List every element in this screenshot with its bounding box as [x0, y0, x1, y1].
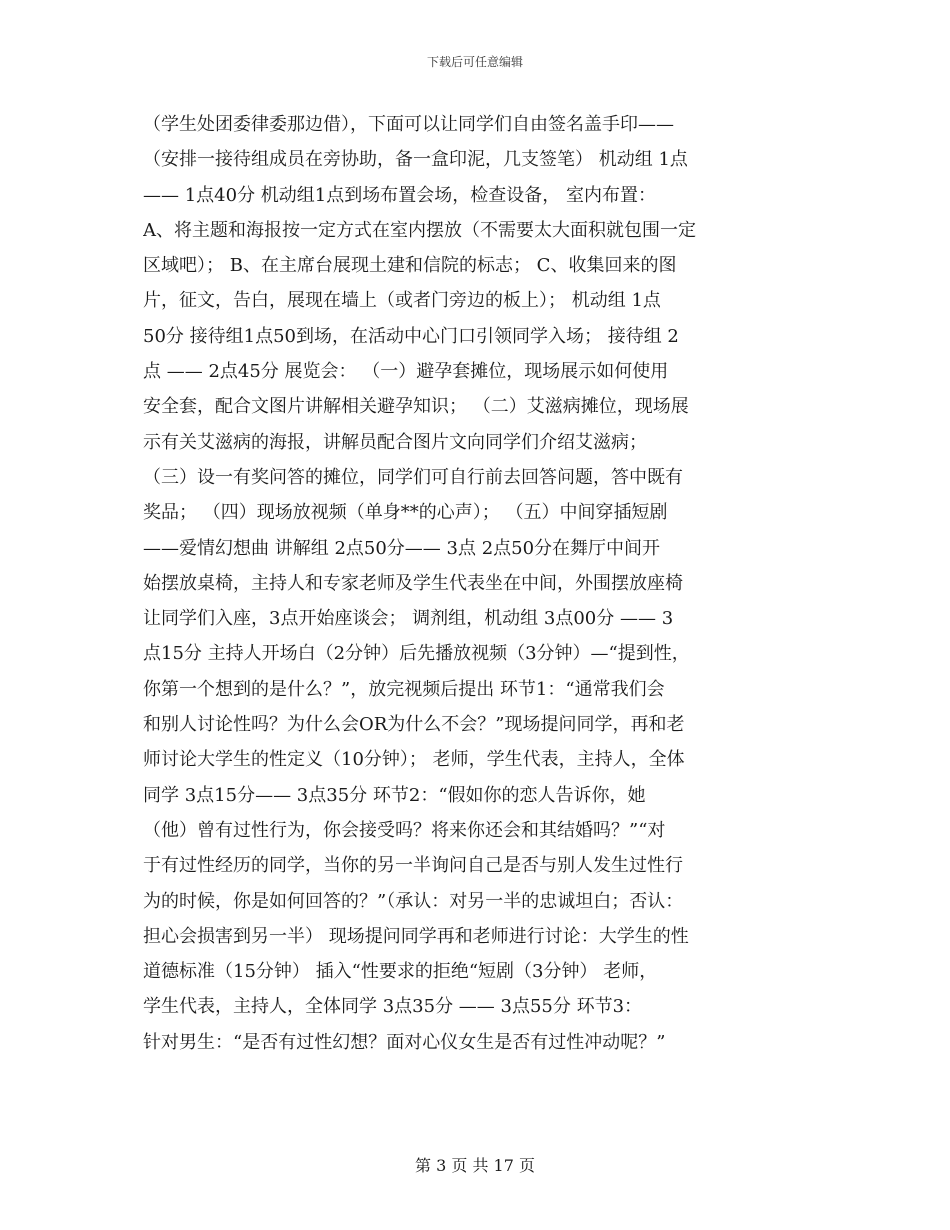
text-line: 和别人讨论性吗？为什么会OR为什么不会？”现场提问同学，再和老 — [143, 714, 685, 736]
text-line: 点15分 主持人开场白（2分钟）后先播放视频（3分钟）—“提到性， — [143, 643, 690, 665]
text-line: （学生处团委律委那边借），下面可以让同学们自由签名盖手印—— — [143, 114, 674, 135]
text-line: 为的时候，你是如何回答的？”（承认：对另一半的忠诚坦白；否认： — [143, 890, 684, 912]
text-line: （安排一接待组成员在旁协助，备一盒印泥，几支签笔） 机动组 1点 — [143, 149, 688, 171]
page-header: 下载后可任意编辑 — [426, 55, 523, 69]
text-line: 安全套，配合文图片讲解相关避孕知识； （二）艾滋病摊位，现场展 — [143, 396, 689, 418]
body-text — [143, 107, 811, 1060]
text-line: 担心会损害到另一半） 现场提问同学再和老师进行讨论：大学生的性 — [143, 925, 689, 947]
text-line: 50分 接待组1点50到场，在活动中心门口引领同学入场； 接待组 2 — [143, 325, 679, 347]
text-line: A、将主题和海报按一定方式在室内摆放（不需要太大面积就包围一定 — [143, 219, 696, 241]
text-line: 同学 3点15分—— 3点35分 环节2：“假如你的恋人告诉你，她 — [143, 784, 646, 806]
text-line: 你第一个想到的是什么？”，放完视频后提出 环节1：“通常我们会 — [143, 678, 665, 700]
text-line: 示有关艾滋病的海报，讲解员配合图片文向同学们介绍艾滋病； — [143, 431, 647, 453]
text-line: 点 —— 2点45分 展览会： （一）避孕套摊位，现场展示如何使用 — [143, 361, 669, 383]
text-line: —— 1点40分 机动组1点到场布置会场，检查设备， 室内布置： — [143, 184, 656, 206]
page-number: 第 3 页 共 17 页 — [415, 1156, 535, 1175]
text-line: 针对男生：“是否有过性幻想？面对心仪女生是否有过性冲动呢？” — [143, 1031, 666, 1053]
text-line: （他）曾有过性行为，你会接受吗？将来你还会和其结婚吗？”“对 — [143, 819, 666, 841]
text-line: 师讨论大学生的性定义（10分钟）； 老师，学生代表，主持人，全体 — [143, 749, 685, 771]
text-line: 奖品； （四）现场放视频（单身**的心声）； （五）中间穿插短剧 — [143, 502, 668, 524]
text-line: 道德标准（15分钟） 插入“性要求的拒绝“短剧（3分钟） 老师， — [143, 961, 658, 983]
text-line: ——爱情幻想曲 讲解组 2点50分—— 3点 2点50分在舞厅中间开 — [143, 537, 661, 559]
text-line: 让同学们入座，3点开始座谈会； 调剂组，机动组 3点00分 —— 3 — [143, 608, 674, 630]
text-line: 学生代表，主持人，全体同学 3点35分 —— 3点55分 环节3： — [143, 996, 643, 1018]
text-line: 片，征文，告白，展现在墙上（或者门旁边的板上）； 机动组 1点 — [143, 290, 661, 312]
text-line: （三）设一有奖问答的摊位，同学们可自行前去回答问题，答中既有 — [143, 466, 683, 488]
text-line: 始摆放桌椅，主持人和专家老师及学生代表坐在中间，外围摆放座椅 — [143, 572, 683, 594]
text-line: 于有过性经历的同学，当你的另一半询问自己是否与别人发生过性行 — [143, 855, 683, 877]
text-line: 区域吧）； B、在主席台展现土建和信院的标志； C、收集回来的图 — [143, 255, 677, 277]
